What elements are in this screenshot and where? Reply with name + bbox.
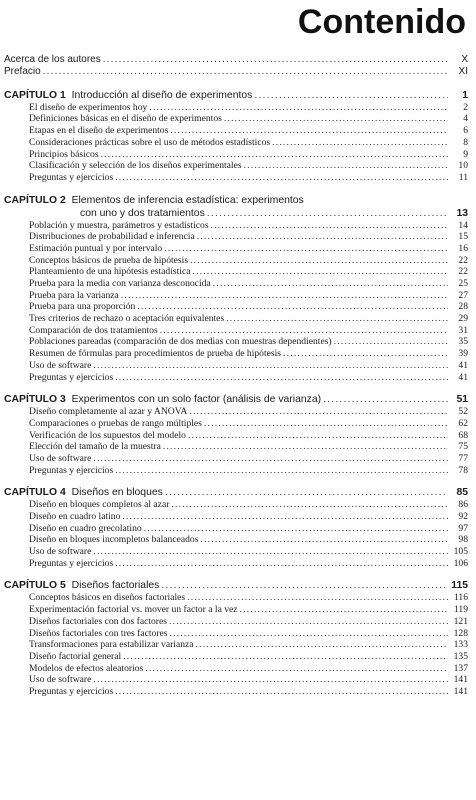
entry-label: Planteamiento de una hipótesis estadística <box>29 266 191 278</box>
entry-label: Comparaciones o pruebas de rango múltiples <box>29 417 202 429</box>
section-entry <box>4 149 468 161</box>
section-entry <box>4 336 468 348</box>
front-matter-entry <box>4 54 468 66</box>
entry-label: Diseño completamente al azar y ANOVA <box>29 406 188 418</box>
dot-leader <box>103 54 448 66</box>
entry-label: Diseños factoriales con tres factores <box>29 627 168 639</box>
dot-leader <box>197 231 448 243</box>
dot-leader <box>171 499 448 511</box>
entry-label: Estimación puntual y por intervalo <box>29 242 163 254</box>
page-number: 86 <box>458 499 468 511</box>
entry-label: Consideraciones prácticas sobre el uso de métodos estadísticos <box>29 136 271 148</box>
dot-leader <box>226 313 448 325</box>
page-number: 68 <box>458 429 468 441</box>
chapter-title: Elementos de inferencia estadística: experimentos <box>71 194 304 206</box>
entry-label: Verificación de los supuestos del modelo <box>29 429 186 441</box>
dot-leader <box>192 266 448 278</box>
spacer <box>4 476 468 486</box>
chapter-entry <box>4 579 468 592</box>
page-number: 141 <box>453 685 468 697</box>
page-number: 115 <box>451 580 468 592</box>
page-number: 31 <box>458 324 468 336</box>
dot-leader <box>161 579 448 592</box>
dot-leader <box>170 628 448 640</box>
dot-leader <box>160 325 448 337</box>
dot-leader <box>165 486 448 499</box>
page-number: 137 <box>453 662 468 674</box>
page-number: 22 <box>458 254 468 266</box>
dot-leader <box>43 66 448 78</box>
page-number: 105 <box>453 546 468 558</box>
page-number: 1 <box>462 89 468 101</box>
entry-label: Comparación de dos tratamientos <box>29 324 158 336</box>
entry-label: Tres criterios de rechazo o aceptación equivalentes <box>29 313 225 325</box>
section-entry <box>4 663 468 675</box>
entry-label: Diseños factoriales con dos factores <box>29 615 167 627</box>
dot-leader <box>123 651 448 663</box>
entry-label: Preguntas y ejercicios <box>29 371 114 383</box>
page-number: 85 <box>456 487 468 499</box>
dot-leader <box>169 616 448 628</box>
dot-leader <box>196 639 448 651</box>
page-number: 135 <box>453 650 468 662</box>
entry-label: Uso de software <box>29 359 92 371</box>
page-number: 25 <box>458 278 468 290</box>
page-number: 133 <box>453 639 468 651</box>
section-entry <box>4 453 468 465</box>
chapter-number: CAPÍTULO 3 <box>4 394 66 406</box>
dot-leader <box>323 393 448 406</box>
section-entry <box>4 651 468 663</box>
page-number: 141 <box>453 674 468 686</box>
entry-label: Elección del tamaño de la muestra <box>29 441 161 453</box>
page-number: 15 <box>458 231 468 243</box>
entry-label: Conceptos básicos en diseños factoriales <box>29 592 186 604</box>
entry-label: Diseño en bloques incompletos balanceados <box>29 534 199 546</box>
page-number: 128 <box>453 627 468 639</box>
page-number: 9 <box>463 148 468 160</box>
page-number: 14 <box>458 219 468 231</box>
page-number: 52 <box>458 406 468 418</box>
dot-leader <box>213 278 448 290</box>
page-number: 41 <box>458 359 468 371</box>
chapter-title: Introducción al diseño de experimentos <box>71 89 253 101</box>
section-entry <box>4 278 468 290</box>
dot-leader <box>137 301 448 313</box>
entry-label: Preguntas y ejercicios <box>29 464 114 476</box>
dot-leader <box>144 523 448 535</box>
entry-label: Experimentación factorial vs. mover un factor a la vez <box>29 604 238 616</box>
section-entry <box>4 172 468 184</box>
chapter-heading <box>4 194 304 207</box>
chapter-number: CAPÍTULO 2 <box>4 194 66 206</box>
section-entry <box>4 313 468 325</box>
section-entry <box>4 301 468 313</box>
page-number: 39 <box>458 348 468 360</box>
section-entry <box>4 137 468 149</box>
page-number: 4 <box>463 113 468 125</box>
page-number: 8 <box>463 136 468 148</box>
dot-leader <box>115 686 448 698</box>
entry-label: Conceptos básicos de prueba de hipótesis <box>29 254 189 266</box>
page-number: 62 <box>458 417 468 429</box>
dot-leader <box>115 465 448 477</box>
section-entry <box>4 558 468 570</box>
dot-leader <box>187 592 448 604</box>
page-number: 77 <box>458 452 468 464</box>
entry-label: Población y muestra, parámetros y estadísticos <box>29 219 209 231</box>
section-entry <box>4 325 468 337</box>
dot-leader <box>244 160 448 172</box>
section-entry <box>4 290 468 302</box>
chapter-entry-continued <box>4 207 468 220</box>
page-number: 35 <box>458 336 468 348</box>
chapter-title: Diseños factoriales <box>71 580 160 592</box>
section-entry <box>4 406 468 418</box>
entry-label: Etapas en el diseño de experimentos <box>29 125 169 137</box>
section-entry <box>4 592 468 604</box>
section-entry <box>4 220 468 232</box>
dot-leader <box>211 220 448 232</box>
chapter-number: CAPÍTULO 1 <box>4 89 66 101</box>
page-number: 2 <box>463 101 468 113</box>
dot-leader <box>170 125 448 137</box>
dot-leader <box>207 207 448 220</box>
dot-leader <box>200 534 448 546</box>
section-entry <box>4 372 468 384</box>
dot-leader <box>164 243 448 255</box>
section-entry <box>4 231 468 243</box>
section-entry <box>4 430 468 442</box>
spacer <box>4 184 468 194</box>
page-number: 11 <box>458 171 468 183</box>
page-number: 10 <box>458 160 468 172</box>
page-number: 41 <box>458 371 468 383</box>
page-number: 6 <box>463 125 468 137</box>
page-number: 16 <box>458 242 468 254</box>
dot-leader <box>224 113 448 125</box>
entry-label: Diseño factorial general <box>29 650 122 662</box>
dot-leader <box>93 453 448 465</box>
dot-leader <box>204 418 448 430</box>
entry-label: Clasificación y selección de los diseños experimentales <box>29 160 242 172</box>
entry-label: Poblaciones pareadas (comparación de dos medias con muestras dependientes) <box>29 336 332 348</box>
dot-leader <box>145 663 448 675</box>
page-number: 13 <box>456 207 468 219</box>
chapter-title-line2: con uno y dos tratamientos <box>80 207 205 219</box>
page-number: 29 <box>458 313 468 325</box>
page-title: Contenido <box>297 3 466 41</box>
entry-label: Diseño en cuadro latino <box>29 511 121 523</box>
section-entry <box>4 160 468 172</box>
spacer <box>4 569 468 579</box>
entry-label: Prueba para la media con varianza desconocida <box>29 278 211 290</box>
dot-leader <box>163 441 448 453</box>
dot-leader <box>93 546 448 558</box>
section-entry <box>4 686 468 698</box>
entry-label: Diseño en cuadro grecolatino <box>29 522 142 534</box>
dot-leader <box>334 336 448 348</box>
spacer <box>4 383 468 393</box>
chapter-entry <box>4 486 468 499</box>
page-number: 121 <box>453 615 468 627</box>
entry-label: Acerca de los autores <box>4 54 101 65</box>
page-number: 51 <box>456 394 468 406</box>
section-entry <box>4 511 468 523</box>
section-entry <box>4 102 468 114</box>
entry-label: Uso de software <box>29 452 92 464</box>
section-entry <box>4 616 468 628</box>
entry-label: Preguntas y ejercicios <box>29 171 114 183</box>
page-number: 78 <box>458 464 468 476</box>
page-number: 22 <box>458 266 468 278</box>
section-entry <box>4 534 468 546</box>
dot-leader <box>121 290 448 302</box>
dot-leader <box>283 348 448 360</box>
chapter-number: CAPÍTULO 5 <box>4 580 66 592</box>
entry-label: Distribuciones de probabilidad e inferencia <box>29 231 195 243</box>
chapter-heading <box>4 393 321 406</box>
page-number: 92 <box>458 511 468 523</box>
chapter-title: Experimentos con un solo factor (análisis de varianza) <box>71 394 322 406</box>
section-entry <box>4 639 468 651</box>
section-entry <box>4 125 468 137</box>
chapter-entry <box>4 393 468 406</box>
page-number: 106 <box>453 557 468 569</box>
dot-leader <box>149 102 448 114</box>
dot-leader <box>115 372 448 384</box>
chapter-entry <box>4 194 468 207</box>
chapter-entry <box>4 89 468 102</box>
chapter-heading <box>4 89 252 102</box>
dot-leader <box>122 511 448 523</box>
entry-label: Uso de software <box>29 674 92 686</box>
dot-leader <box>188 430 448 442</box>
page-number: 119 <box>453 604 468 616</box>
section-entry <box>4 523 468 535</box>
section-entry <box>4 243 468 255</box>
section-entry <box>4 418 468 430</box>
page-number: 98 <box>458 534 468 546</box>
entry-label: Principios básicos <box>29 148 99 160</box>
entry-label: Prefacio <box>4 66 41 78</box>
entry-label: Uso de software <box>29 546 92 558</box>
entry-label: Preguntas y ejercicios <box>29 685 114 697</box>
dot-leader <box>189 406 448 418</box>
chapter-heading <box>4 579 159 592</box>
section-entry <box>4 441 468 453</box>
entry-label: El diseño de experimentos hoy <box>29 101 148 113</box>
entry-label: Preguntas y ejercicios <box>29 557 114 569</box>
dot-leader <box>272 137 448 149</box>
front-matter-entry <box>4 66 468 78</box>
dot-leader <box>240 604 448 616</box>
dot-leader <box>93 674 448 686</box>
section-entry <box>4 499 468 511</box>
section-entry <box>4 465 468 477</box>
entry-label: Prueba para la varianza <box>29 289 119 301</box>
entry-label: Transformaciones para estabilizar varianza <box>29 639 194 651</box>
chapter-number: CAPÍTULO 4 <box>4 487 66 499</box>
section-entry <box>4 674 468 686</box>
chapter-title: Diseños en bloques <box>71 487 163 499</box>
page-number: X <box>461 54 468 65</box>
dot-leader <box>254 89 448 102</box>
dot-leader <box>93 360 448 372</box>
section-entry <box>4 628 468 640</box>
page-number: 116 <box>453 592 468 604</box>
section-entry <box>4 255 468 267</box>
section-entry <box>4 348 468 360</box>
section-entry <box>4 604 468 616</box>
entry-label: Modelos de efectos aleatorios <box>29 662 144 674</box>
entry-label: Resumen de fórmulas para procedimientos de prueba de hipótesis <box>29 348 282 360</box>
spacer <box>4 79 468 89</box>
section-entry <box>4 113 468 125</box>
page-number: 27 <box>458 289 468 301</box>
dot-leader <box>190 255 448 267</box>
dot-leader <box>115 172 448 184</box>
page-number: 28 <box>458 301 468 313</box>
page-number: XI <box>458 66 468 78</box>
page-number: 75 <box>458 441 468 453</box>
table-of-contents <box>4 54 468 698</box>
entry-label: Diseño en bloques completos al azar <box>29 499 170 511</box>
page-number: 97 <box>458 522 468 534</box>
section-entry <box>4 546 468 558</box>
section-entry <box>4 266 468 278</box>
dot-leader <box>115 558 448 570</box>
entry-label: Prueba para una proporción <box>29 301 136 313</box>
entry-label: Definiciones básicas en el diseño de experimentos <box>29 113 222 125</box>
chapter-heading <box>4 486 163 499</box>
dot-leader <box>101 149 448 161</box>
section-entry <box>4 360 468 372</box>
